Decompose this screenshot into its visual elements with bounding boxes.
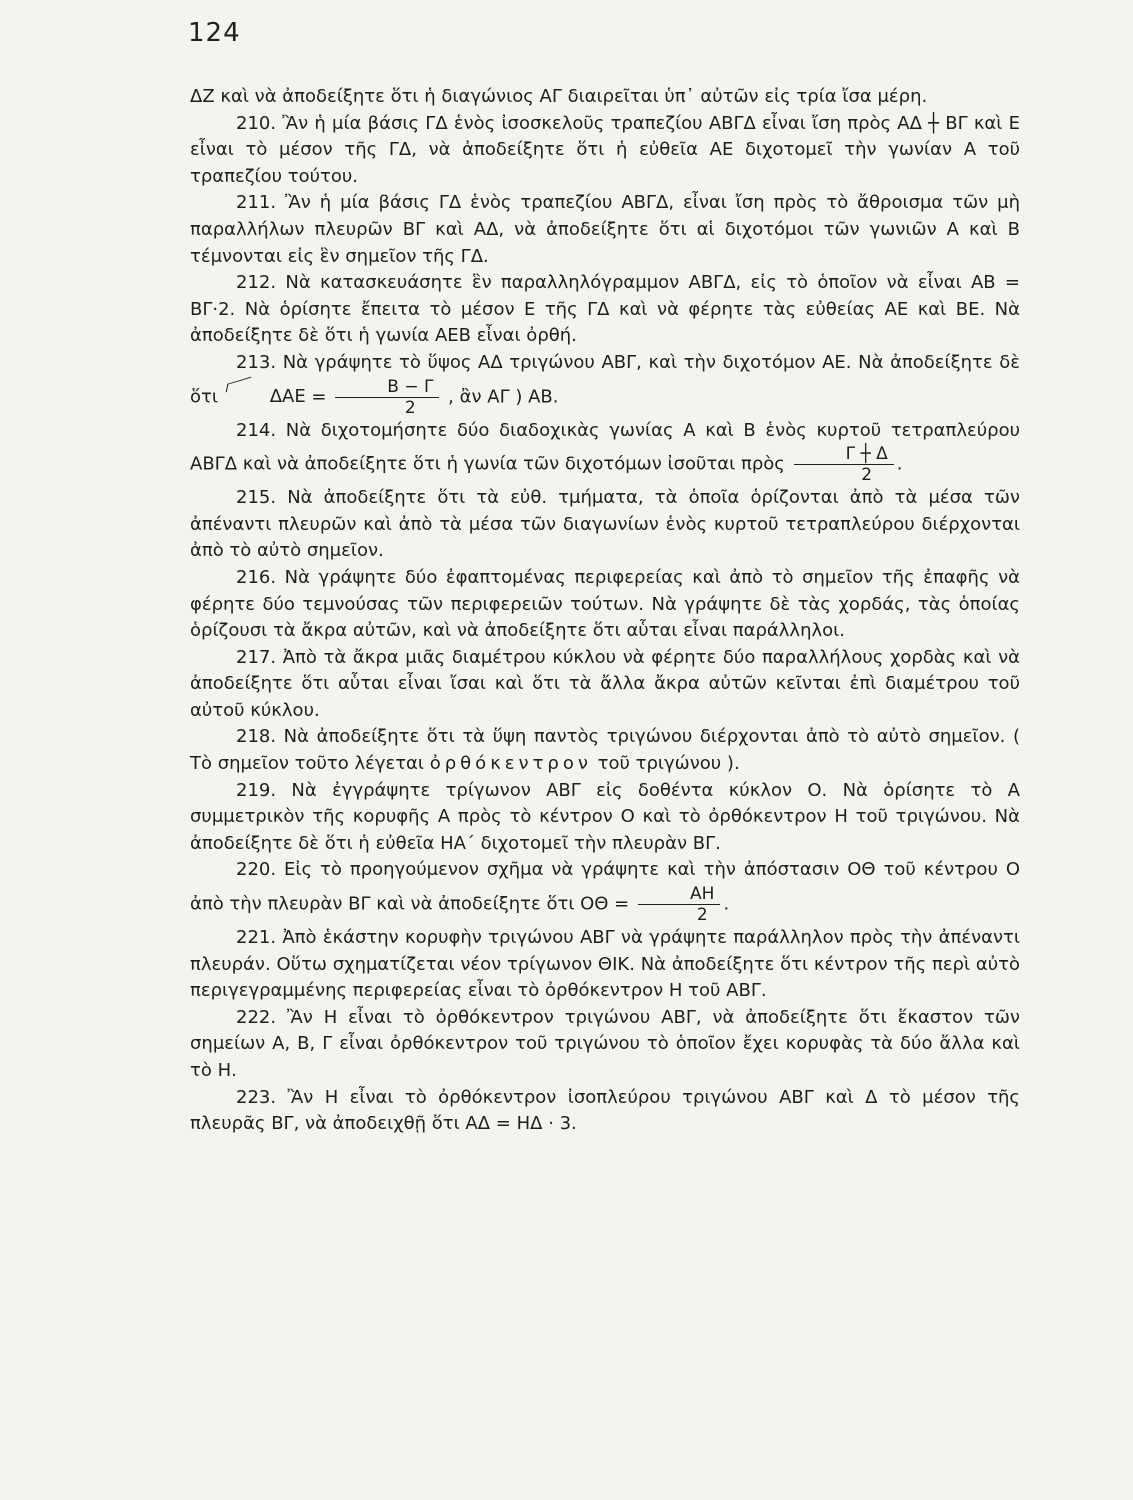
problem-213 bbox=[190, 350, 1020, 418]
problem-220-text: 220. Εἰς τὸ προηγούμενον σχῆμα νὰ γράψητε καὶ τὴν ἀπόστασιν ΟΘ τοῦ κέντρου Ο ἀπὸ τὴν πλευρὰν ΒΓ καὶ νὰ ἀποδείξητε ὅτι ΟΘ = bbox=[190, 859, 1020, 915]
fraction-b-minus-g bbox=[335, 377, 439, 418]
fraction-numerator: ΑΗ bbox=[638, 884, 720, 905]
fraction-numerator: Γ ┼ Δ bbox=[794, 444, 894, 465]
problem-211: 211. Ἂν ἡ μία βάσις ΓΔ ἑνὸς τραπεζίου ΑΒΓΔ, εἶναι ἴση πρὸς τὸ ἄθροισμα τῶν μὴ παραλλήλων πλευρῶν ΒΓ καὶ ΑΔ, νὰ ἀποδείξητε ὅτι αἱ διχοτόμοι τῶν γωνιῶν Α καὶ Β τέμνονται εἰς ἓν σημεῖον τῆς ΓΔ. bbox=[190, 192, 1020, 267]
problem-219: 219. Νὰ ἐγγράψητε τρίγωνον ΑΒΓ εἰς δοθέντα κύκλον Ο. Νὰ ὁρίσητε τὸ Α συμμετρικὸν τῆς κορυφῆς Α πρὸς τὸ κέντρον Ο καὶ τὸ ὀρθόκεντρον Η τοῦ τριγώνου. Νὰ ἀποδείξητε δὲ ὅτι ἡ εὐθεῖα ΗΑ΄ διχοτομεῖ τὴν πλευρὰν ΒΓ. bbox=[190, 779, 1020, 854]
problem-214 bbox=[190, 418, 1020, 486]
angle-dae: ΔΑΕ bbox=[224, 384, 306, 411]
problem-221: 221. Ἀπὸ ἑκάστην κορυφὴν τριγώνου ΑΒΓ νὰ γράψητε παράλληλον πρὸς τὴν ἀπέναντι πλευράν. Οὕτω σχηματίζεται νέον τρίγωνον ΘΙΚ. Νὰ ἀποδείξητε ὅτι κέντρον τῆς περὶ αὐτὸ περιγεγραμμένης περιφερείας εἶναι τὸ ὀρθόκεντρον Η τοῦ ΑΒΓ. bbox=[190, 927, 1020, 1002]
problem-218-end: τοῦ τριγώνου ). bbox=[597, 753, 740, 775]
problem-223: 223. Ἂν Η εἶναι τὸ ὀρθόκεντρον ἰσοπλεύρου τριγώνου ΑΒΓ καὶ Δ τὸ μέσον τῆς πλευρᾶς ΒΓ, νὰ ἀποδειχθῇ ὅτι ΑΔ = ΗΔ · 3. bbox=[190, 1086, 1020, 1135]
problem-220 bbox=[190, 857, 1020, 925]
problem-213-condition: , ἂν ΑΓ ) ΑΒ. bbox=[448, 386, 559, 408]
orthocenter-term: ὀρθόκεντρον bbox=[429, 753, 592, 775]
problems-text bbox=[190, 84, 1020, 1138]
problem-214-text: 214. Νὰ διχοτομήσητε δύο διαδοχικὰς γωνίας Α καὶ Β ἑνὸς κυρτοῦ τετραπλεύρου ΑΒΓΔ καὶ νὰ ἀποδείξητε ὅτι ἡ γωνία τῶν διχοτόμων ἰσοῦται πρὸς bbox=[190, 419, 1020, 475]
problem-220-end: . bbox=[723, 893, 730, 915]
problem-215: 215. Νὰ ἀποδείξητε ὅτι τὰ εὐθ. τμήματα, τὰ ὁποῖα ὁρίζονται ἀπὸ τὰ μέσα τῶν ἀπέναντι πλευρῶν καὶ ἀπὸ τὰ μέσα τῶν διαγωνίων ἑνὸς κυρτοῦ τετραπλεύρου διέρχονται ἀπὸ τὸ αὐτὸ σημεῖον. bbox=[190, 487, 1020, 562]
page-number: 124 bbox=[188, 18, 241, 48]
problem-210: 210. Ἂν ἡ μία βάσις ΓΔ ἑνὸς ἰσοσκελοῦς τραπεζίου ΑΒΓΔ εἶναι ἴση πρὸς ΑΔ ┼ ΒΓ καὶ Ε εἶναι τὸ μέσον τῆς ΓΔ, νὰ ἀποδείξητε ὅτι ἡ εὐθεῖα ΑΕ διχοτομεῖ τὴν γωνίαν Α τοῦ τραπεζίου τούτου. bbox=[190, 112, 1020, 187]
problem-209-continuation: ΔΖ καὶ νὰ ἀποδείξητε ὅτι ἡ διαγώνιος ΑΓ διαιρεῖται ὑπ᾿ αὐτῶν εἰς τρία ἴσα μέρη. bbox=[190, 86, 928, 107]
problem-218 bbox=[190, 724, 1020, 777]
problem-213-text: 213. Νὰ γράψητε τὸ ὕψος ΑΔ τριγώνου ΑΒΓ, καὶ τὴν διχοτόμον ΑΕ. Νὰ ἀποδείξητε δὲ ὅτι bbox=[190, 351, 1020, 408]
fraction-g-plus-d bbox=[794, 444, 894, 485]
equals-sign: = bbox=[311, 386, 327, 408]
fraction-denominator: 2 bbox=[696, 905, 708, 926]
fraction-numerator: Β − Γ bbox=[335, 377, 439, 398]
fraction-denominator: 2 bbox=[404, 397, 416, 418]
problem-217: 217. Ἀπὸ τὰ ἄκρα μιᾶς διαμέτρου κύκλου νὰ φέρητε δύο παραλλήλους χορδὰς καὶ νὰ ἀποδείξητε ὅτι αὗται εἶναι ἴσαι καὶ ὅτι τὰ ἄλλα ἄκρα αὐτῶν κεῖνται ἐπὶ διαμέτρου τοῦ αὐτοῦ κύκλου. bbox=[190, 646, 1020, 721]
fraction-denominator: 2 bbox=[861, 465, 873, 486]
problem-218-text: 218. Νὰ ἀποδείξητε ὅτι τὰ ὕψη παντὸς τριγώνου διέρχονται ἀπὸ τὸ αὐτὸ σημεῖον. ( Τὸ σημεῖον τοῦτο λέγεται bbox=[190, 726, 1020, 775]
problem-222: 222. Ἂν Η εἶναι τὸ ὀρθόκεντρον τριγώνου ΑΒΓ, νὰ ἀποδείξητε ὅτι ἕκαστον τῶν σημείων Α, Β, Γ εἶναι ὀρθόκεντρον τοῦ τριγώνου τὸ ὁποῖον ἔχει κορυφὰς τὰ δύο ἄλλα καὶ τὸ Η. bbox=[190, 1006, 1020, 1081]
problem-214-end: . bbox=[896, 453, 903, 475]
problem-212: 212. Νὰ κατασκευάσητε ἓν παραλληλόγραμμον ΑΒΓΔ, εἰς τὸ ὁποῖον νὰ εἶναι ΑΒ = ΒΓ·2. Νὰ ὁρίσητε ἔπειτα τὸ μέσον Ε τῆς ΓΔ καὶ νὰ φέρητε τὰς εὐθείας ΑΕ καὶ ΒΕ. Νὰ ἀποδείξητε δὲ ὅτι ἡ γωνία ΑΕΒ εἶναι ὀρθή. bbox=[190, 272, 1020, 347]
fraction-ah-over-2 bbox=[638, 884, 720, 925]
problem-216: 216. Νὰ γράψητε δύο ἐφαπτομένας περιφερείας καὶ ἀπὸ τὸ σημεῖον τῆς ἐπαφῆς νὰ φέρητε δύο τεμνούσας τῶν περιφερειῶν τούτων. Νὰ γράψητε δὲ τὰς χορδάς, τὰς ὁποίας ὁρίζουσι τὰ ἄκρα αὐτῶν, καὶ νὰ ἀποδείξητε ὅτι αὗται εἶναι παράλληλοι. bbox=[190, 566, 1020, 642]
